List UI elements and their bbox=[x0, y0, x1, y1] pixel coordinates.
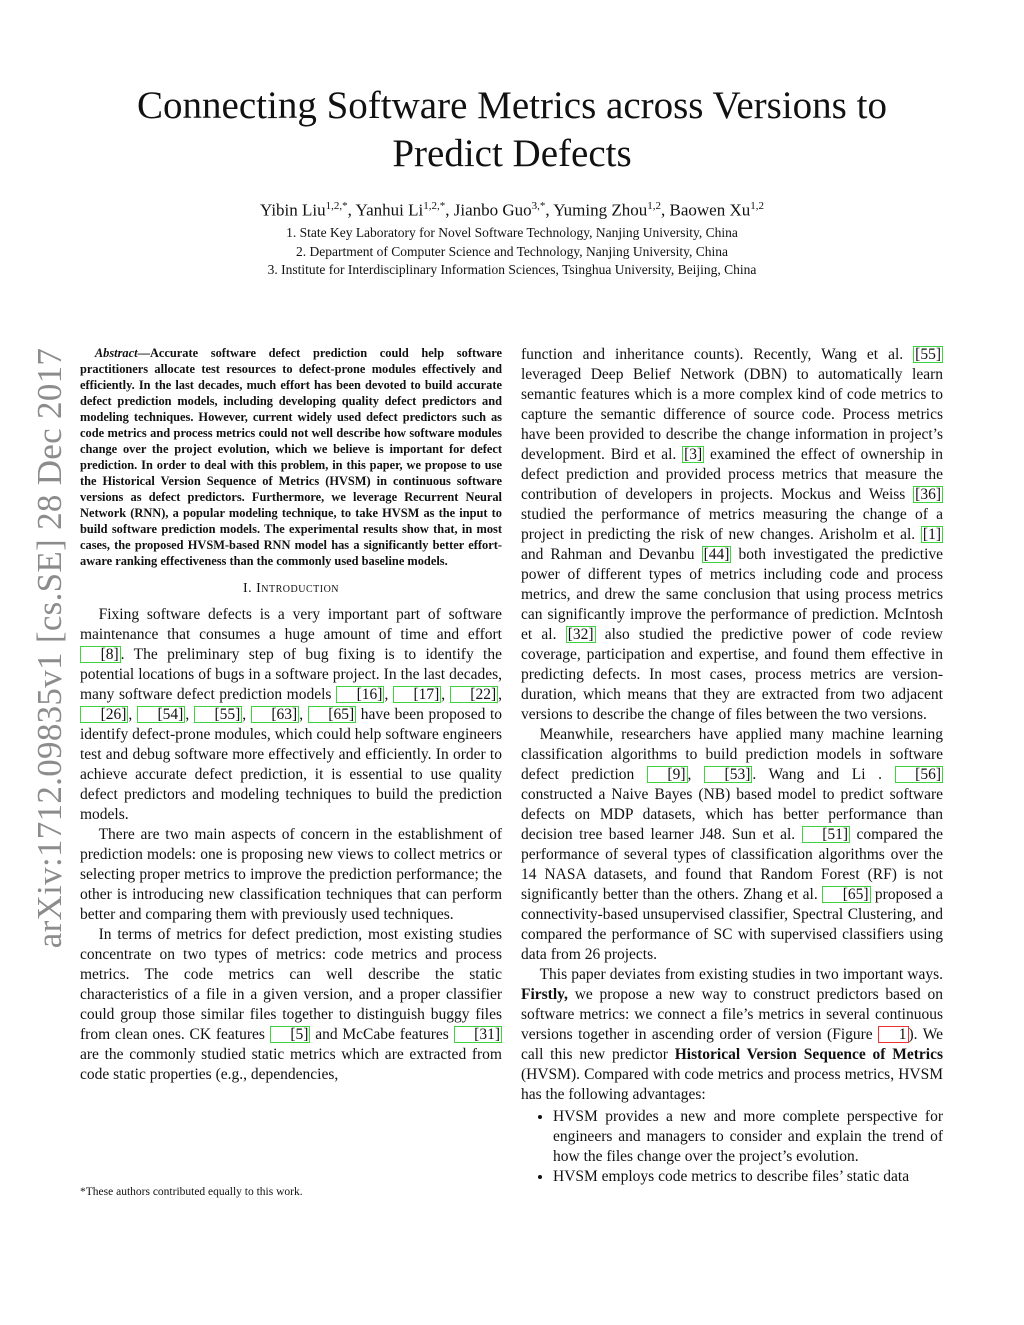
right-paragraph-1 bbox=[521, 345, 943, 725]
citation-link[interactable]: [53] bbox=[704, 766, 752, 783]
text: , bbox=[498, 686, 502, 703]
list-item: • HVSM provides a new and more complete perspective for engineers and managers to consider and explain the trend of how the files change over the project’s evolution. bbox=[553, 1107, 943, 1167]
text: examined the effect of ownership in defect prediction and provided process metrics that measure the contribution of developers in projects. Mockus and Weiss bbox=[521, 446, 943, 503]
citation-link[interactable]: [32] bbox=[567, 626, 594, 643]
text: , bbox=[441, 686, 450, 703]
arxiv-identifier: arXiv:1712.09835v1 [cs.SE] 28 Dec 2017 bbox=[30, 347, 69, 949]
emphasis-hvsm: Historical Version Sequence of Metrics bbox=[674, 1046, 943, 1063]
text: This paper deviates from existing studies in two important ways. bbox=[539, 966, 943, 983]
author-list: Yibin Liu$^{1,2,*}$, Yanhui $Li^{1,2,*}$, Jianbo Guo$^{3,*}$, Yuming Zhou$^{1,2}$, Baowen Xu$^{1,2}$ bbox=[260, 200, 764, 220]
footnote: *These authors contributed equally to this work. bbox=[80, 1186, 303, 1198]
left-column bbox=[80, 345, 502, 1085]
text: , bbox=[242, 706, 251, 723]
title-line-2: Predict Defects bbox=[392, 132, 632, 175]
author-affil-sup: 1,2,* bbox=[325, 200, 348, 212]
author-affil-sup: 1,2 bbox=[647, 200, 662, 212]
citation-link[interactable]: [55] bbox=[915, 346, 941, 363]
abstract-label: Abstract bbox=[94, 346, 138, 360]
text: constructed a Naive Bayes (NB) based model to predict software defects on MDP datasets, which has better performance than decision tree based learner J48. Sun et al. bbox=[521, 786, 943, 843]
citation-link[interactable]: [44] bbox=[703, 546, 730, 563]
right-paragraph-2 bbox=[521, 725, 943, 965]
text: and McCabe features bbox=[310, 1026, 454, 1043]
list-item: • HVSM employs code metrics to describe files’ static data bbox=[553, 1167, 943, 1187]
advantages-list bbox=[521, 1107, 943, 1187]
author: Baowen Xu bbox=[669, 200, 751, 220]
text: . Wang and Li . bbox=[752, 766, 895, 783]
section-number: I. bbox=[242, 581, 253, 596]
citation-link[interactable]: [56] bbox=[895, 766, 943, 783]
citation-link[interactable]: [3] bbox=[684, 446, 703, 463]
citation-link[interactable]: [51] bbox=[802, 826, 850, 843]
emphasis-firstly: Firstly, bbox=[521, 986, 568, 1003]
right-column bbox=[521, 345, 943, 1187]
citation-link[interactable]: [16] bbox=[336, 686, 384, 703]
citation-link[interactable]: [8] bbox=[80, 646, 121, 663]
citation-link[interactable]: [1] bbox=[922, 526, 941, 543]
author: Yanhui Li bbox=[355, 200, 424, 220]
intro-paragraph-3 bbox=[80, 925, 502, 1085]
text: , bbox=[128, 706, 137, 723]
citation-link[interactable]: [55] bbox=[194, 706, 242, 723]
affiliation-3: 3. Institute for Interdisciplinary Information Sciences, Tsinghua University, Beijing, China bbox=[267, 262, 757, 277]
citation-link[interactable]: [17] bbox=[393, 686, 441, 703]
citation-link[interactable]: [9] bbox=[647, 766, 688, 783]
author-affil-sup: 3,* bbox=[531, 200, 546, 212]
citation-link[interactable]: [65] bbox=[308, 706, 356, 723]
citation-link[interactable]: [65] bbox=[822, 886, 870, 903]
text: both investigated the predictive power of different types of metrics including code and process metrics, and drew the same conclusion that using process metrics can significantly improve the performance of prediction. McIntosh et al. bbox=[521, 546, 943, 643]
text: leveraged Deep Belief Network (DBN) to automatically learn semantic features which is a more complex kind of code metrics to capture the semantic difference of source code. Process metrics have been provided to describe the change information in project’s development. Bird et al. bbox=[521, 366, 943, 463]
text: we propose a new way to construct predictors based on software metrics: we connect a file’s metrics in several continuous versions together in ascending order of version (Figure bbox=[521, 986, 943, 1043]
text: are the commonly studied static metrics which are extracted from code static properties (e.g., dependencies, bbox=[80, 1046, 502, 1083]
text: . The preliminary step of bug fixing is to identify the potential locations of bugs in a software project. In the last decades, many software defect prediction models bbox=[80, 646, 502, 703]
citation-link[interactable]: [5] bbox=[270, 1026, 311, 1043]
text: ). We call this new predictor bbox=[521, 1026, 943, 1063]
text: proposed a connectivity-based unsupervised classifier, Spectral Clustering, and compared the performance of SC with supervised classifiers using data from 26 projects. bbox=[521, 886, 943, 963]
text: , bbox=[299, 706, 308, 723]
citation-link[interactable]: [54] bbox=[137, 706, 185, 723]
text: function and inheritance counts). Recently, Wang et al. bbox=[521, 346, 914, 363]
right-paragraph-3 bbox=[521, 965, 943, 1105]
author: Jianbo Guo bbox=[453, 200, 532, 220]
text: In terms of metrics for defect prediction, most existing studies concentrate on two types of metrics: code metrics and process metrics. The code metrics can well describe the static characteristics of a file in a given version, and a proper classifier could group those similar files together to distinguish buggy files from clean ones. CK features bbox=[80, 926, 502, 1043]
text: and Rahman and Devanbu bbox=[521, 546, 702, 563]
intro-paragraph-2: There are two main aspects of concern in the establishment of prediction models: one is proposing new views to collect metrics or selecting proper metrics to improve the prediction performance; the other is introducing new classification techniques that can perform better and comparing them with previously used techniques. bbox=[80, 826, 502, 923]
citation-link[interactable]: [36] bbox=[915, 486, 941, 503]
abstract bbox=[80, 345, 502, 569]
text: , bbox=[687, 766, 704, 783]
title-line-1: Connecting Software Metrics across Versions to bbox=[137, 84, 887, 127]
author-affil-sup: 1,2,* bbox=[423, 200, 446, 212]
figure-link[interactable]: 1 bbox=[878, 1026, 908, 1043]
text: studied the performance of metrics measuring the change of a project in predicting the risk of new changes. Arisholm et al. bbox=[521, 506, 943, 543]
section-title: Introduction bbox=[256, 581, 340, 596]
author: Yuming Zhou bbox=[553, 200, 648, 220]
abstract-text: —Accurate software defect prediction could help software practitioners allocate test resources to defect-prone modules effectively and efficiently. In the last decades, much effort has been devoted to build accurate defect prediction models, including developing quality defect predictors and modeling techniques. However, current widely used defect predictors such as code metrics and process metrics could not well describe how software modules change over the project evolution, which we believe is important for defect prediction. In order to deal with this problem, in this paper, we propose to use the Historical Version Sequence of Metrics (HVSM) in continuous software versions as defect predictors. Furthermore, we leverage Recurrent Neural Network (RNN), a popular modeling technique, to take HVSM as the input to build software prediction models. The experimental results show that, in most cases, the proposed HVSM-based RNN model has a significantly better effort-aware ranking effectiveness than the commonly used baseline models. bbox=[80, 346, 502, 568]
author: Yibin Liu bbox=[260, 200, 326, 220]
citation-link[interactable]: [31] bbox=[454, 1026, 502, 1043]
section-heading-introduction bbox=[80, 579, 502, 599]
paper-title bbox=[90, 82, 934, 178]
text: Meanwhile, researchers have applied many machine learning classification algorithms to build prediction models in software defect prediction bbox=[521, 726, 943, 783]
text: , bbox=[185, 706, 194, 723]
intro-paragraph-1 bbox=[80, 605, 502, 825]
author-affil-sup: 1,2 bbox=[750, 200, 764, 212]
text: compared the performance of several types of classification algorithms over the 14 NASA datasets, and found that Random Forest (RF) is not significantly better than the others. Zhang et al. bbox=[521, 826, 944, 903]
affiliation-2: 2. Department of Computer Science and Technology, Nanjing University, China bbox=[296, 244, 728, 259]
text: , bbox=[384, 686, 393, 703]
citation-link[interactable]: [22] bbox=[450, 686, 498, 703]
text: (HVSM). Compared with code metrics and process metrics, HVSM has the following advantages: bbox=[521, 1066, 943, 1103]
affiliation-1: 1. State Key Laboratory for Novel Software Technology, Nanjing University, China bbox=[286, 225, 738, 240]
text: have been proposed to identify defect-prone modules, which could help software engineers test and debug software more effectively and efficiently. In order to achieve accurate defect prediction, it is essential to use quality defect predictors and modeling techniques to build the prediction models. bbox=[80, 706, 502, 823]
text: Fixing software defects is a very important part of software maintenance that consumes a huge amount of time and effort bbox=[80, 606, 502, 643]
text: also studied the predictive power of code review coverage, participation and expertise, and found them effective in predicting defects. In most cases, process metrics are version-duration, which means that they are extracted from two adjacent versions to describe the change of files between the two versions. bbox=[521, 626, 943, 723]
citation-link[interactable]: [26] bbox=[80, 706, 128, 723]
citation-link[interactable]: [63] bbox=[251, 706, 299, 723]
